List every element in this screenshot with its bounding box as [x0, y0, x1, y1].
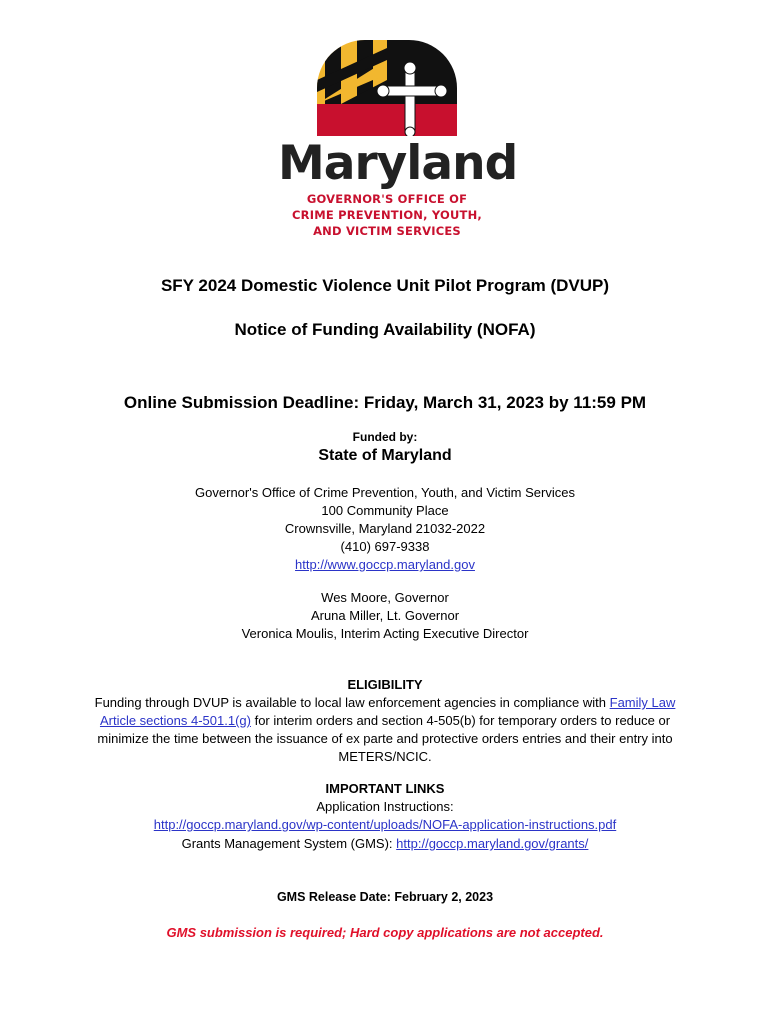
nofa-subtitle: Notice of Funding Availability (NOFA)	[234, 320, 536, 339]
maryland-goccp-logo	[270, 40, 518, 240]
submission-notice: GMS submission is required; Hard copy applications are not accepted.	[166, 925, 604, 940]
logo-wordmark: Maryland	[278, 136, 518, 191]
eligibility-line-1: Funding through DVUP is available to local law enforcement agencies in compliance with	[94, 695, 610, 710]
important-links-heading: IMPORTANT LINKS	[325, 781, 445, 796]
family-law-article-link[interactable]: Article sections 4-501.1(g)	[99, 713, 251, 728]
contact-address-1: 100 Community Place	[321, 503, 449, 518]
instructions-link[interactable]: http://goccp.maryland.gov/wp-content/uploads/NOFA-application-instructions.pdf	[153, 817, 617, 832]
logo-office-line-3: AND VICTIM SERVICES	[313, 224, 461, 238]
governor: Wes Moore, Governor	[321, 590, 449, 605]
eligibility-line-4: METERS/NCIC.	[338, 749, 432, 764]
gms-label: Grants Management System (GMS):	[181, 836, 397, 851]
lt-governor: Aruna Miller, Lt. Governor	[310, 608, 460, 623]
contact-office: Governor's Office of Crime Prevention, Youth, and Victim Services	[195, 485, 575, 500]
eligibility-text	[40, 694, 730, 766]
goccp-website-link[interactable]: http://www.goccp.maryland.gov	[295, 557, 475, 572]
eligibility-heading: ELIGIBILITY	[347, 677, 423, 692]
gms-release-date: GMS Release Date: February 2, 2023	[276, 890, 494, 904]
contact-phone: (410) 697-9338	[340, 539, 430, 554]
gms-link[interactable]: http://goccp.maryland.gov/grants/	[396, 836, 589, 851]
contact-address-2: Crownsville, Maryland 21032-2022	[284, 521, 486, 536]
logo-office-line-2: CRIME PREVENTION, YOUTH,	[292, 208, 482, 222]
eligibility-line-3: minimize the time between the issuance of ex parte and protective orders entries and their entry into	[97, 731, 673, 746]
eligibility-line-2: for interim orders and section 4-505(b) for temporary orders to reduce or	[250, 713, 671, 728]
program-title: SFY 2024 Domestic Violence Unit Pilot Program (DVUP)	[160, 276, 610, 295]
submission-deadline: Online Submission Deadline: Friday, March 31, 2023 by 11:59 PM	[123, 393, 647, 412]
logo-office-line-1: GOVERNOR'S OFFICE OF	[306, 192, 468, 206]
funder-name: State of Maryland	[318, 447, 452, 464]
maryland-flag-seal-icon	[317, 40, 457, 136]
executive-director: Veronica Moulis, Interim Acting Executive Director	[241, 626, 529, 641]
instructions-label: Application Instructions:	[316, 799, 454, 814]
funded-by-label: Funded by:	[352, 430, 418, 444]
family-law-link[interactable]: Family Law	[609, 695, 676, 710]
logo-office-name	[284, 191, 490, 239]
